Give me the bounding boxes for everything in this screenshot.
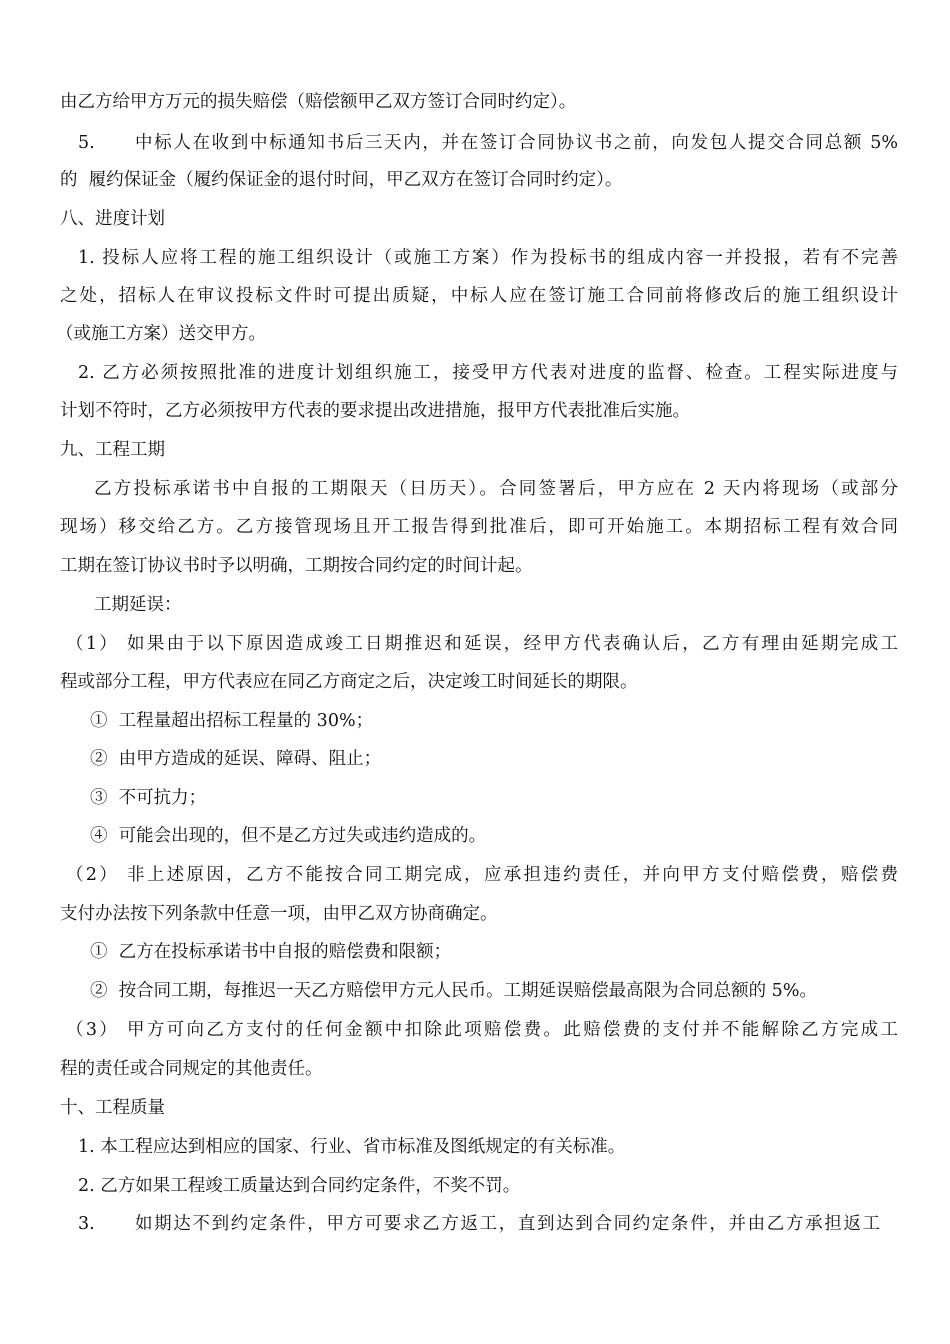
paragraph-line: 如期达不到约定条件，甲方可要求乙方返工，直到达到合同约定条件，并由乙方承担返工: [135, 1214, 880, 1234]
paragraph-line: （1） 如果由于以下原因造成竣工日期推迟和延误，经甲方代表确认后，乙方有理由延期完成工: [66, 634, 898, 654]
paragraph-line: 乙方投标承诺书中自报的工期限天（日历天）。合同签署后，甲方应在 2 天内将现场（或部分: [94, 479, 898, 499]
list-number: 3.: [78, 1214, 95, 1234]
paragraph-line: 1. 投标人应将工程的施工组织设计（或施工方案）作为投标书的组成内容一并投报，若有不完善: [78, 248, 898, 268]
paragraph-line: 之处，招标人在审议投标文件时可提出质疑，中标人应在签订施工合同前将修改后的施工组织设计: [60, 286, 898, 306]
subheading: 工期延误：: [94, 595, 182, 615]
paragraph-line: 中标人在收到中标通知书后三天内，并在签订合同协议书之前，向发包人提交合同总额 5%: [135, 133, 898, 153]
paragraph-line: 程的责任或合同规定的其他责任。: [60, 1059, 323, 1079]
section-heading: 九、工程工期: [60, 440, 165, 460]
paragraph-line: 计划不符时，乙方必须按甲方代表的要求提出改进措施，报甲方代表批准后实施。: [60, 401, 690, 421]
section-heading: 十、工程质量: [60, 1098, 165, 1118]
paragraph-line: 现场）移交给乙方。乙方接管现场且开工报告得到批准后，即可开始施工。本期招标工程有效合同: [60, 517, 898, 537]
list-number: 5.: [78, 133, 95, 153]
section-heading: 八、进度计划: [60, 209, 165, 229]
paragraph-line: （2） 非上述原因，乙方不能按合同工期完成，应承担违约责任，并向甲方支付赔偿费，赔偿费: [66, 865, 898, 885]
list-item: ② 按合同工期，每推迟一天乙方赔偿甲方元人民币。工期延误赔偿最高限为合同总额的 5%。: [90, 981, 817, 1001]
paragraph-line: 程或部分工程，甲方代表应在同乙方商定之后，决定竣工时间延长的期限。: [60, 672, 638, 692]
list-item: ① 工程量超出招标工程量的 30%；: [90, 711, 374, 731]
paragraph-line: 2. 乙方必须按照批准的进度计划组织施工，接受甲方代表对进度的监督、检查。工程实际进度与: [78, 363, 898, 383]
paragraph-line: 2. 乙方如果工程竣工质量达到合同约定条件，不奖不罚。: [78, 1176, 521, 1196]
paragraph-line: 工期在签订协议书时予以明确，工期按合同约定的时间计起。: [60, 556, 533, 576]
list-item: ① 乙方在投标承诺书中自报的赔偿费和限额；: [90, 942, 452, 962]
list-item: ③ 不可抗力；: [90, 788, 207, 808]
paragraph-line: 由乙方给甲方万元的损失赔偿（赔偿额甲乙双方签订合同时约定）。: [60, 92, 577, 112]
paragraph-line: 1. 本工程应达到相应的国家、行业、省市标准及图纸规定的有关标准。: [78, 1137, 626, 1157]
paragraph-line: （或施工方案）送交甲方。: [56, 324, 266, 344]
list-item: ② 由甲方造成的延误、障碍、阻止；: [90, 749, 382, 769]
paragraph-line: 支付办法按下列条款中任意一项，由甲乙双方协商确定。: [60, 904, 498, 924]
paragraph-line: 的 履约保证金（履约保证金的退付时间，甲乙双方在签订合同时约定）。: [60, 170, 623, 190]
paragraph-line: （3） 甲方可向乙方支付的任何金额中扣除此项赔偿费。此赔偿费的支付并不能解除乙方完成工: [66, 1020, 898, 1040]
list-item: ④ 可能会出现的，但不是乙方过失或违约造成的。: [90, 826, 487, 846]
